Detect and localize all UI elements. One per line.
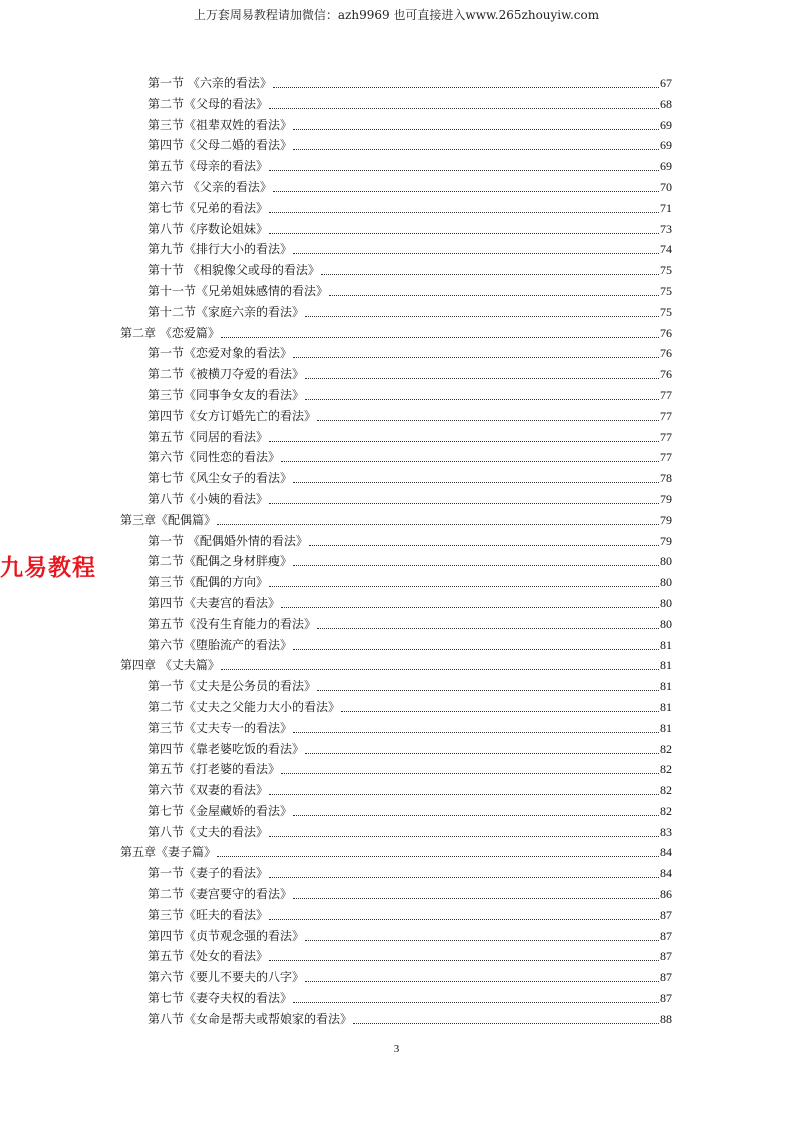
dot-leader [293, 135, 659, 150]
toc-entry-page: 81 [660, 720, 672, 735]
toc-entry-title: 第七节《妻夺夫权的看法》 [148, 991, 293, 1006]
toc-entry-title: 第八节《女命是帮夫或帮娘家的看法》 [148, 1011, 353, 1026]
toc-entry-title: 第二节《父母的看法》 [148, 96, 269, 111]
toc-entry-title: 第八节《序数论姐妹》 [148, 221, 269, 236]
toc-entry-page: 69 [660, 138, 672, 153]
toc-entry-title: 第一节《妻子的看法》 [148, 866, 269, 881]
toc-entry-title: 第三节《旺夫的看法》 [148, 907, 269, 922]
dot-leader [293, 635, 659, 650]
toc-section-entry[interactable] [120, 967, 672, 988]
page-header: 上万套周易教程请加微信：azh9969 也可直接进入www.265zhouyiw.com [193, 8, 600, 22]
toc-entry-title: 第五节《母亲的看法》 [148, 159, 269, 174]
toc-entry-title: 第二节《配偶之身材胖瘦》 [148, 554, 293, 569]
toc-entry-page: 78 [660, 471, 672, 486]
toc-section-entry[interactable] [120, 884, 672, 905]
dot-leader [305, 302, 659, 317]
toc-entry-page: 68 [660, 96, 672, 111]
toc-entry-title: 第一节《恋爱对象的看法》 [148, 346, 293, 361]
dot-leader [353, 1009, 659, 1024]
toc-entry-page: 87 [660, 970, 672, 985]
toc-entry-title: 第四节《父母二婚的看法》 [148, 138, 293, 153]
toc-entry-title: 第八节《丈夫的看法》 [148, 824, 269, 839]
toc-entry-title: 第三节《祖辈双姓的看法》 [148, 117, 293, 132]
toc-section-entry[interactable] [120, 739, 672, 760]
dot-leader [273, 73, 659, 88]
dot-leader [305, 739, 659, 754]
toc-entry-page: 77 [660, 450, 672, 465]
toc-entry-title: 第五节《处女的看法》 [148, 949, 269, 964]
toc-entry-title: 第一节 《六亲的看法》 [148, 76, 272, 90]
toc-entry-title: 第五节《打老婆的看法》 [148, 762, 281, 777]
dot-leader [321, 260, 659, 275]
toc-entry-title: 第一节《丈夫是公务员的看法》 [148, 679, 317, 694]
toc-entry-page: 82 [660, 803, 672, 818]
toc-entry-page: 76 [660, 325, 672, 340]
toc-entry-title: 第九节《排行大小的看法》 [148, 242, 293, 257]
toc-section-entry[interactable] [120, 219, 672, 240]
toc-entry-title: 第七节《金屋藏娇的看法》 [148, 803, 293, 818]
dot-leader [305, 364, 659, 379]
dot-leader [293, 115, 659, 130]
toc-chapter-entry[interactable] [120, 510, 672, 531]
dot-leader [305, 926, 659, 941]
toc-entry-page: 75 [660, 283, 672, 298]
toc-entry-title: 第六节 《父亲的看法》 [148, 179, 272, 194]
toc-entry-page: 70 [660, 179, 672, 194]
dot-leader [269, 572, 659, 587]
toc-entry-page: 88 [660, 1011, 672, 1026]
toc-entry-page: 69 [660, 117, 672, 132]
toc-entry-page: 77 [660, 387, 672, 402]
toc-section-entry[interactable] [120, 801, 672, 822]
dot-leader [293, 343, 659, 358]
toc-entry-page: 87 [660, 907, 672, 922]
toc-section-entry[interactable] [120, 447, 672, 468]
toc-entry-page: 81 [660, 658, 672, 673]
dot-leader [293, 988, 659, 1003]
toc-entry-title: 第八节《小姨的看法》 [148, 491, 269, 506]
toc-entry-page: 81 [660, 679, 672, 694]
toc-section-entry[interactable] [120, 385, 672, 406]
toc-entry-page: 76 [660, 367, 672, 382]
toc-entry-title: 第十二节《家庭六亲的看法》 [148, 304, 305, 319]
toc-entry-title: 第四节《女方订婚先亡的看法》 [148, 408, 317, 423]
toc-section-entry[interactable] [120, 302, 672, 323]
toc-entry-title: 第二节《被横刀夺爱的看法》 [148, 367, 305, 382]
dot-leader [269, 198, 659, 213]
toc-entry-title: 第四节《靠老婆吃饭的看法》 [148, 741, 305, 756]
toc-entry-page: 82 [660, 741, 672, 756]
toc-entry-page: 83 [660, 824, 672, 839]
toc-entry-title: 第五节《同居的看法》 [148, 429, 269, 444]
dot-leader [281, 447, 659, 462]
toc-entry-page: 77 [660, 429, 672, 444]
toc-entry-page: 74 [660, 242, 672, 257]
toc-entry-title: 第六节《双妻的看法》 [148, 783, 269, 798]
toc-entry-title: 第十一节《兄弟姐妹感情的看法》 [148, 283, 329, 298]
toc-entry-title: 第四章 《丈夫篇》 [120, 658, 220, 673]
toc-entry-title: 第二章 《恋爱篇》 [120, 325, 220, 340]
dot-leader [269, 780, 659, 795]
toc-entry-page: 84 [660, 845, 672, 860]
dot-leader [293, 239, 659, 254]
dot-leader [217, 510, 659, 525]
toc-entry-title: 第二节《丈夫之父能力大小的看法》 [148, 699, 341, 714]
toc-section-entry[interactable] [120, 281, 672, 302]
toc-entry-page: 69 [660, 159, 672, 174]
dot-leader [293, 801, 659, 816]
toc-entry-page: 80 [660, 616, 672, 631]
toc-entry-title: 第二节《妻宫要守的看法》 [148, 887, 293, 902]
toc-entry-page: 79 [660, 491, 672, 506]
toc-section-entry[interactable] [120, 94, 672, 115]
toc-entry-page: 84 [660, 866, 672, 881]
dot-leader [269, 489, 659, 504]
toc-section-entry[interactable] [120, 863, 672, 884]
toc-section-entry[interactable] [120, 822, 672, 843]
toc-section-entry[interactable] [120, 551, 672, 572]
toc-entry-page: 87 [660, 949, 672, 964]
toc-section-entry[interactable] [120, 988, 672, 1009]
dot-leader [269, 219, 659, 234]
toc-section-entry[interactable] [120, 697, 672, 718]
toc-entry-title: 第十节 《相貌像父或母的看法》 [148, 263, 320, 278]
toc-entry-page: 81 [660, 637, 672, 652]
dot-leader [221, 323, 659, 338]
dot-leader [317, 676, 659, 691]
toc-section-entry[interactable] [120, 177, 672, 198]
toc-entry-page: 79 [660, 533, 672, 548]
toc-entry-page: 79 [660, 512, 672, 527]
toc-section-entry[interactable] [120, 926, 672, 947]
toc-entry-title: 第六节《要儿不要夫的八字》 [148, 970, 305, 985]
toc-entry-title: 第五节《没有生育能力的看法》 [148, 616, 317, 631]
page-number: 3 [393, 1043, 400, 1055]
toc-section-entry[interactable] [120, 198, 672, 219]
toc-section-entry[interactable] [120, 364, 672, 385]
dot-leader [305, 967, 659, 982]
dot-leader [221, 655, 659, 670]
toc-entry-page: 87 [660, 991, 672, 1006]
dot-leader [293, 884, 659, 899]
table-of-contents [120, 73, 672, 1030]
toc-entry-page: 82 [660, 783, 672, 798]
dot-leader [269, 822, 659, 837]
toc-entry-page: 71 [660, 200, 672, 215]
toc-entry-title: 第六节《堕胎流产的看法》 [148, 637, 293, 652]
toc-entry-page: 77 [660, 408, 672, 423]
toc-section-entry[interactable] [120, 718, 672, 739]
dot-leader [269, 94, 659, 109]
toc-section-entry[interactable] [120, 531, 672, 552]
toc-section-entry[interactable] [120, 780, 672, 801]
dot-leader [293, 718, 659, 733]
dot-leader [305, 385, 659, 400]
toc-section-entry[interactable] [120, 635, 672, 656]
toc-section-entry[interactable] [120, 343, 672, 364]
dot-leader [317, 406, 659, 421]
dot-leader [269, 156, 659, 171]
toc-entry-page: 80 [660, 595, 672, 610]
toc-chapter-entry[interactable] [120, 323, 672, 344]
toc-section-entry[interactable] [120, 614, 672, 635]
toc-entry-page: 67 [660, 76, 672, 90]
toc-entry-title: 第七节《风尘女子的看法》 [148, 471, 293, 486]
dot-leader [293, 551, 659, 566]
toc-section-entry[interactable] [120, 759, 672, 780]
toc-section-entry[interactable] [120, 572, 672, 593]
toc-section-entry[interactable] [120, 905, 672, 926]
dot-leader [281, 593, 659, 608]
toc-section-entry[interactable] [120, 427, 672, 448]
toc-entry-title: 第一节 《配偶婚外情的看法》 [148, 533, 308, 548]
toc-entry-page: 73 [660, 221, 672, 236]
dot-leader [269, 946, 659, 961]
toc-chapter-entry[interactable] [120, 842, 672, 863]
toc-section-entry[interactable] [120, 156, 672, 177]
dot-leader [309, 531, 659, 546]
toc-section-entry[interactable] [120, 468, 672, 489]
toc-entry-page: 76 [660, 346, 672, 361]
dot-leader [293, 468, 659, 483]
toc-section-entry[interactable] [120, 239, 672, 260]
dot-leader [269, 863, 659, 878]
watermark-logo: 九易教程 [0, 555, 96, 581]
toc-entry-title: 第六节《同性恋的看法》 [148, 450, 281, 465]
toc-chapter-entry[interactable] [120, 655, 672, 676]
toc-entry-page: 86 [660, 887, 672, 902]
toc-section-entry[interactable] [120, 593, 672, 614]
toc-section-entry[interactable] [120, 73, 672, 94]
toc-entry-page: 80 [660, 575, 672, 590]
toc-entry-title: 第三节《丈夫专一的看法》 [148, 720, 293, 735]
dot-leader [273, 177, 659, 192]
toc-section-entry[interactable] [120, 135, 672, 156]
toc-entry-title: 第三节《同事争女友的看法》 [148, 387, 305, 402]
dot-leader [217, 842, 659, 857]
dot-leader [269, 905, 659, 920]
toc-section-entry[interactable] [120, 115, 672, 136]
toc-entry-page: 87 [660, 928, 672, 943]
toc-entry-page: 75 [660, 263, 672, 278]
toc-entry-title: 第七节《兄弟的看法》 [148, 200, 269, 215]
toc-entry-page: 81 [660, 699, 672, 714]
toc-section-entry[interactable] [120, 489, 672, 510]
toc-section-entry[interactable] [120, 406, 672, 427]
toc-section-entry[interactable] [120, 946, 672, 967]
toc-entry-title: 第四节《贞节观念强的看法》 [148, 928, 305, 943]
dot-leader [269, 427, 659, 442]
dot-leader [341, 697, 659, 712]
dot-leader [281, 759, 659, 774]
toc-entry-title: 第三章《配偶篇》 [120, 512, 217, 527]
toc-entry-page: 82 [660, 762, 672, 777]
toc-entry-page: 80 [660, 554, 672, 569]
toc-entry-title: 第五章《妻子篇》 [120, 845, 217, 860]
dot-leader [317, 614, 659, 629]
toc-entry-title: 第四节《夫妻宫的看法》 [148, 595, 281, 610]
toc-section-entry[interactable] [120, 1009, 672, 1030]
toc-section-entry[interactable] [120, 260, 672, 281]
toc-section-entry[interactable] [120, 676, 672, 697]
dot-leader [329, 281, 659, 296]
toc-entry-title: 第三节《配偶的方向》 [148, 575, 269, 590]
toc-entry-page: 75 [660, 304, 672, 319]
